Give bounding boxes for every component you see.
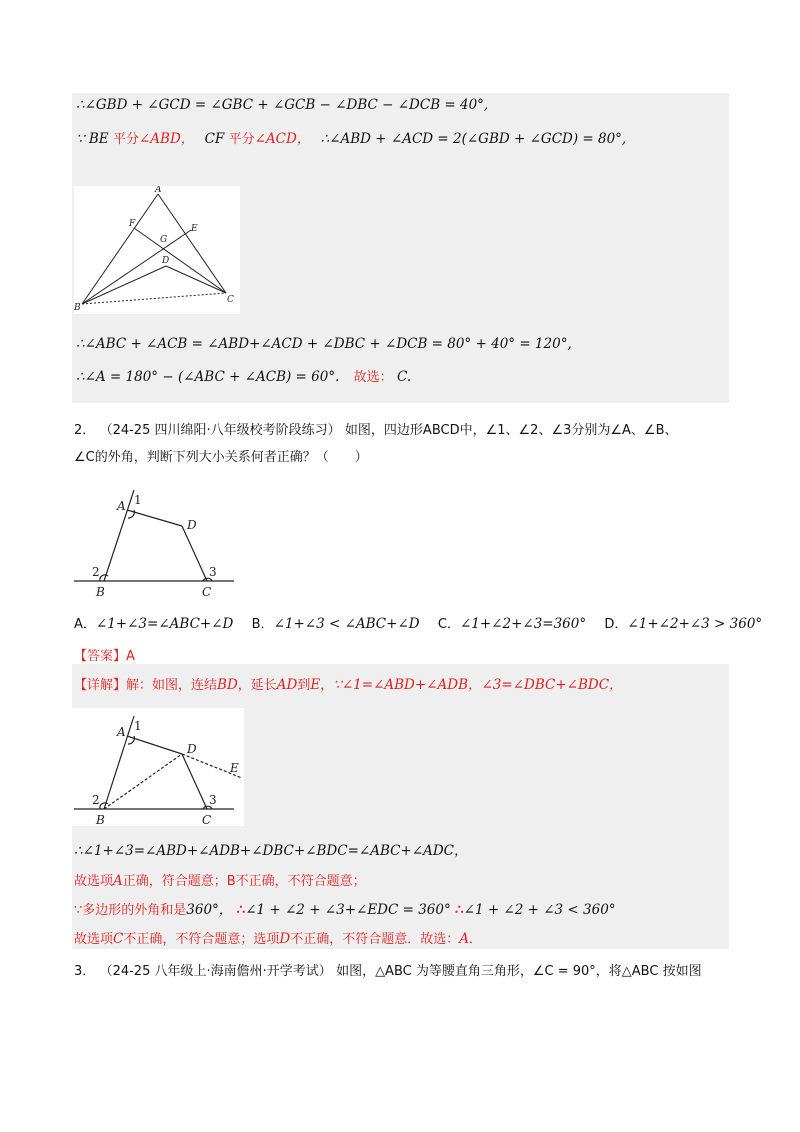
q2-sl3-c: ∴ <box>236 902 246 918</box>
q1-cf: CF <box>204 131 225 147</box>
q3-source: （24-25 八年级上·海南儋州·开学考试） <box>99 964 332 979</box>
q2-label-b: B <box>96 585 105 599</box>
q1-bisect-1: 平分 <box>112 132 139 147</box>
q2s-label-1: 1 <box>134 719 142 733</box>
q2-sl4-f: A <box>459 931 469 947</box>
q2-detail-e: E <box>310 677 321 693</box>
q2-option-d-key: D． <box>604 617 628 632</box>
q2s-label-b: B <box>96 813 105 826</box>
q2-solution-line1 <box>74 842 467 860</box>
q1-label-a: A <box>155 186 162 195</box>
q2-sl4-d: D <box>279 931 291 947</box>
q2-line-dc <box>182 526 207 581</box>
q3-stem-line <box>74 962 702 981</box>
q2-detail-bd: BD <box>217 677 238 693</box>
q1-angle-a: ∴∠A = 180° − (∠ABC + ∠ACB) = 60°. <box>76 369 340 385</box>
q2-detail-text4: ， <box>320 678 334 693</box>
q2-quadrilateral-figure <box>72 488 237 600</box>
q2-sl2-c: 正确，符合题意；B不正确，不符合题意； <box>122 874 366 889</box>
q2-label-c: C <box>202 585 212 599</box>
q1-solution-line3: ∴∠ABC + ∠ACB = ∠ABD+∠ACD + ∠DBC + ∠DCB = 80° + 40° = 120°, <box>76 336 572 352</box>
q2-label-d: D <box>187 518 197 532</box>
q2-sl3-e: ∴ <box>455 902 464 918</box>
q1-label-f: F <box>129 219 136 229</box>
q2-option-c-text: ∠1+∠2+∠3=360° <box>459 616 587 632</box>
q2-number: 2． <box>74 423 96 438</box>
q2-sl3-d: ∠1 + ∠2 + ∠3+∠EDC = 360° <box>245 902 451 918</box>
q1-acd: ∠ACD， <box>254 131 311 147</box>
q2-stem-text1: 如图，四边形ABCD中，∠1、∠2、∠3分别为∠A、∠B、 <box>344 423 678 438</box>
q2-answer-tag: 【答案】 <box>74 649 127 664</box>
q2-detail-text2: ，延长 <box>237 678 277 693</box>
q2-sl3-b: 360°， <box>186 902 233 918</box>
q1-label-d: D <box>162 256 170 266</box>
q1-sum-eq: ∴∠ABD + ∠ACD = 2(∠GBD + ∠GCD) = 80°, <box>320 131 627 147</box>
q3-stem-text: 如图，△ABC 为等腰直角三角形，∠C = 90°，将△ABC 按如图 <box>336 964 702 979</box>
q1-solution-line1: ∴∠GBD + ∠GCD = ∠GBC + ∠GCB − ∠DBC − ∠DCB = 40°, <box>76 97 489 113</box>
q2-answer: A <box>126 649 135 664</box>
q2-solution-line4 <box>74 930 482 949</box>
q2-detail-tag: 【详解】 <box>74 678 127 693</box>
q1-label-g: G <box>160 235 168 245</box>
q2-option-a-text: ∠1+∠3=∠ABC+∠D <box>95 616 234 632</box>
q2-detail-text3: 到 <box>297 678 311 693</box>
q1-choose: 故选： <box>353 370 393 385</box>
q2-detail-line <box>74 676 623 695</box>
q2-solution-line2 <box>74 872 366 891</box>
q2-sl3-f: ∠1 + ∠2 + ∠3 < 360° <box>463 902 616 918</box>
q1-abd: ∠ABD， <box>138 131 195 147</box>
q2-detail-text1: 解：如图，连结 <box>126 678 218 693</box>
q2-option-c-key: C． <box>437 617 460 632</box>
q2-label-2: 2 <box>92 565 100 579</box>
q1-be: ∵ BE <box>76 131 109 147</box>
q2-stem-line2: ∠C的外角，判断下列大小关系何者正确？（ ） <box>74 450 368 465</box>
q2s-label-a: A <box>117 725 126 739</box>
q1-label-e: E <box>191 224 198 234</box>
q2s-label-c: C <box>202 813 212 826</box>
q2-source: （24-25 四川绵阳·八年级校考阶段练习） <box>99 423 341 438</box>
q2-label-a: A <box>117 499 126 513</box>
q2-option-a-key: A． <box>74 617 96 632</box>
q2-answer-line <box>74 648 135 666</box>
q2-sl2-a: 故选项 <box>74 874 114 889</box>
q1-triangle-figure <box>74 186 240 314</box>
q2-options <box>74 615 762 634</box>
q2s-label-e: E <box>230 761 239 775</box>
q1-choice: C. <box>396 369 412 385</box>
q2-solution-figure <box>72 708 244 826</box>
q2-sl4-e: 不正确，不符合题意．故选： <box>290 932 460 947</box>
q1-label-b: B <box>74 303 81 313</box>
q2s-label-d: D <box>187 742 197 756</box>
q2-option-b-text: ∠1+∠3 < ∠ABC+∠D <box>273 616 420 632</box>
q2-sl4-g: ． <box>468 932 482 947</box>
q2-sl4-a: 故选项 <box>74 932 114 947</box>
q1-solution-line4 <box>76 368 411 387</box>
q2-sl4-c: 不正确，不符合题意；选项 <box>123 932 280 947</box>
q3-number: 3． <box>74 964 96 979</box>
q2-sl3-a: ∵多边形的外角和是 <box>74 903 187 918</box>
q2-label-1: 1 <box>134 493 142 507</box>
q2-detail-text5: ∵∠1=∠ABD+∠ADB，∠3=∠DBC+∠BDC， <box>333 677 623 693</box>
q1-bisect-2: 平分 <box>228 132 255 147</box>
q2-sum-eq: ∴∠1+∠3=∠ABD+∠ADB+∠DBC+∠BDC=∠ABC+∠ADC， <box>74 843 468 859</box>
q2-option-d-text: ∠1+∠2+∠3 > 360° <box>627 616 763 632</box>
q1-solution-line2 <box>76 130 626 149</box>
q2-solution-figure-bg <box>72 708 244 826</box>
q2s-label-2: 2 <box>92 793 100 807</box>
q2-option-b-key: B． <box>251 617 274 632</box>
q2-detail-ad: AD <box>276 677 298 693</box>
q1-label-c: C <box>227 295 234 305</box>
q2-stem-line1 <box>74 421 678 440</box>
q2-sl4-b: C <box>113 931 124 947</box>
q2-solution-line3 <box>74 901 616 920</box>
q1-figure-bg <box>74 186 240 314</box>
q2-label-3: 3 <box>209 565 217 579</box>
q2-sl2-b: A <box>113 873 123 889</box>
q2s-label-3: 3 <box>209 793 217 807</box>
q2-line-ad <box>127 510 182 526</box>
